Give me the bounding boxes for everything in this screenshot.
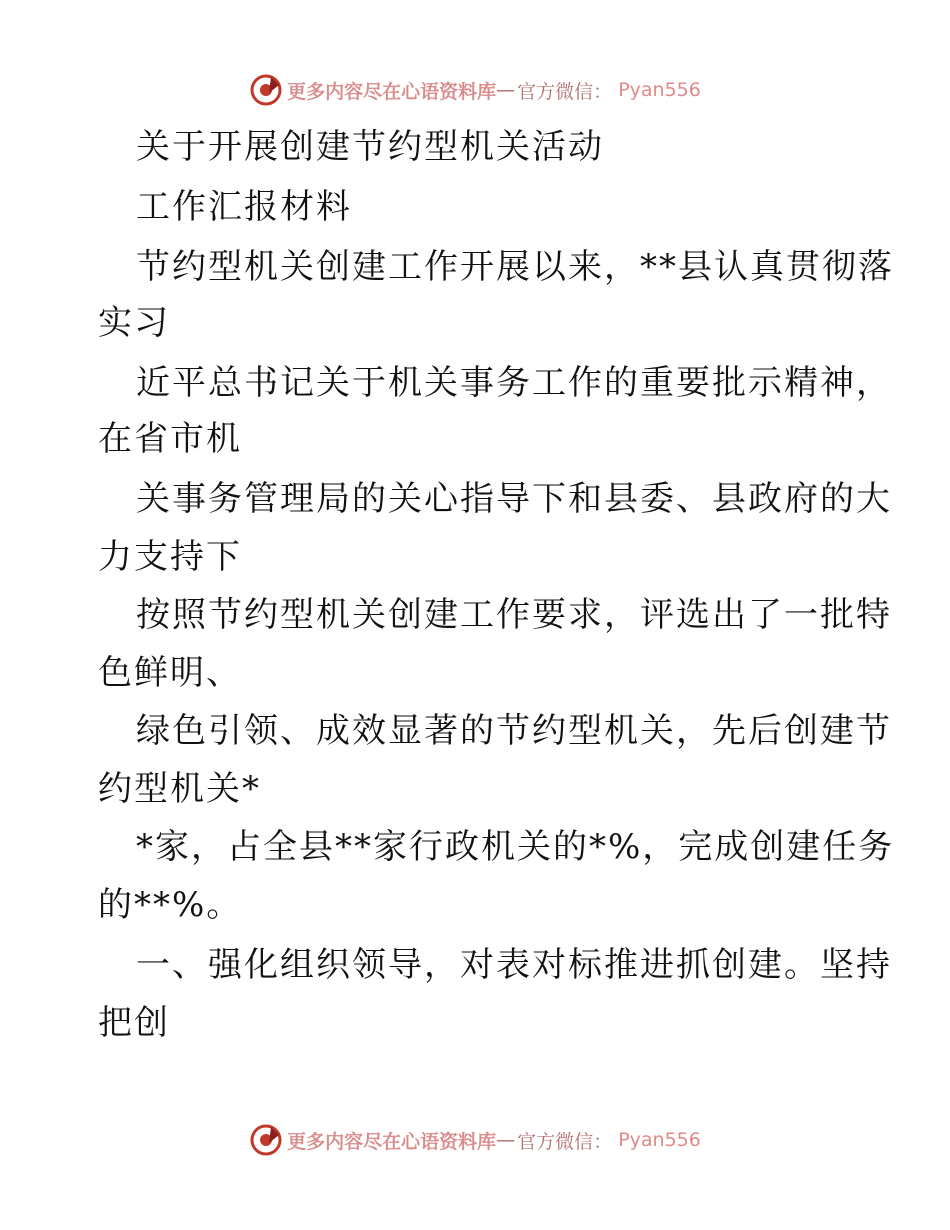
body-line: 节约型机关创建工作开展以来，**县认真贯彻落 (136, 247, 894, 287)
body-line: 色鲜明、 (98, 653, 242, 693)
brand-logo-icon (249, 1123, 283, 1157)
body-line: 力支持下 (98, 537, 242, 577)
banner-wechat-id: Pyan556 (618, 1129, 701, 1151)
body-line: 实习 (98, 303, 170, 343)
body-line: 在省市机 (98, 419, 242, 459)
banner-wechat-label: 官方微信： (517, 80, 613, 103)
footer-watermark (0, 1120, 950, 1160)
body-line: 的**%。 (98, 885, 243, 925)
body-line: 关事务管理局的关心指导下和县委、县政府的大 (136, 479, 892, 519)
body-line: *家，占全县**家行政机关的*%，完成创建任务 (136, 827, 895, 867)
document-subtitle: 工作汇报材料 (136, 187, 352, 227)
banner-separator: — (496, 1129, 516, 1151)
banner-text: 更多内容尽在心语资料库 (287, 1130, 497, 1153)
body-line: 约型机关* (98, 769, 261, 809)
section-heading-line: 一、强化组织领导，对表对标推进抓创建。坚持 (136, 945, 892, 985)
banner-text: 更多内容尽在心语资料库 (287, 80, 497, 103)
body-line: 近平总书记关于机关事务工作的重要批示精神， (136, 363, 892, 403)
body-line: 绿色引领、成效显著的节约型机关，先后创建节 (136, 711, 892, 751)
header-watermark (0, 70, 950, 110)
brand-logo-icon (249, 73, 283, 107)
banner-wechat-id: Pyan556 (618, 79, 701, 101)
banner-separator: — (496, 79, 516, 101)
document-title: 关于开展创建节约型机关活动 (136, 127, 604, 167)
banner-wechat-label: 官方微信： (517, 1130, 613, 1153)
body-line: 把创 (98, 1003, 170, 1043)
body-line: 按照节约型机关创建工作要求，评选出了一批特 (136, 595, 892, 635)
